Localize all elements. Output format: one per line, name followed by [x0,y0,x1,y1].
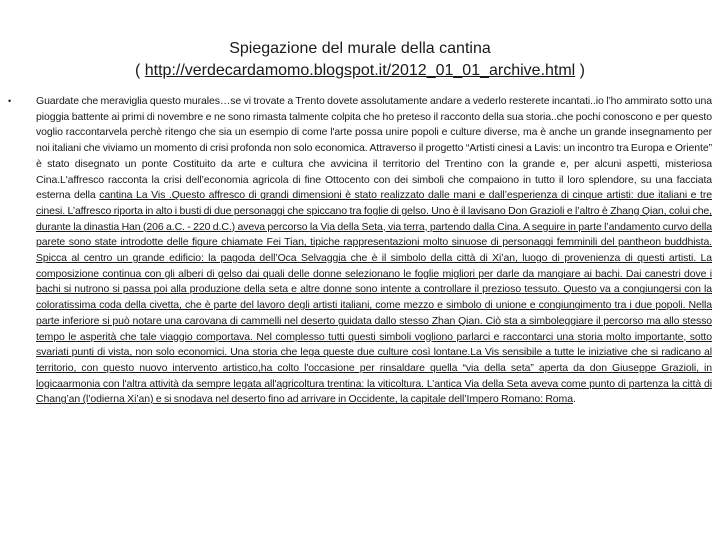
source-link[interactable]: http://verdecardamomo.blogspot.it/2012_01_01_archive.html [144,62,576,79]
paragraph-text: Guardate che meraviglia questo murales…se vi trovate a Trento dovete assolutamente andare a vederlo resterete incantati..io l’ho ammirato sotto una pioggia battente ai primi di novembre e ne sono rimasta talmente colpita che ho preteso il racconto della sua storia..che pochi conoscono e per questo voglio raccontarvela perchè ritengo che sia un esempio di come l'arte possa unire popoli e culture diverse, ma è anche un grande insegnamento per noi italiani che viviamo un momento di crisi profonda non solo economica. Attraverso il progetto “Artisti cinesi a Lavis: un incontro tra Europa e Oriente” è stato disegnato un ponte Costituito da arte e cultura che avvicina il territorio del Trentino con la grande e, per alcuni aspetti, misteriosa Cina.L'affresco racconta la crisi dell’economia agricola di fine Ottocento con dei simboli che compaiono in tutto il loro splendore, su una facciata esterna della [36,95,712,202]
title-suffix: ) [575,62,586,79]
title-prefix: ( [134,62,145,79]
title-line-1: Spiegazione del murale della cantina [229,40,491,57]
bullet-icon: • [8,96,12,106]
slide-title [0,38,720,82]
paragraph-end: . [572,393,576,406]
bullet-paragraph [36,94,712,408]
paragraph-link[interactable]: cantina La Vis .Questo affresco di grandi dimensioni è stato realizzato dalle mani e dall’esperienza di cinque artisti: due italiani e tre cinesi. L’affresco riporta in alto i busti di due personaggi che spiccano tra foglie di gelso. Uno è il lavisano Don Grazioli e l’altro è Zhang Qian, colui che, durante la dinastia Han (206 a.C. - 220 d.C.) aveva percorso la Via della Seta, via terra, partendo dalla Cina. A seguire in parte l’andamento curvo della parete sono state introdotte delle figure chiamate Fei Tian, tipiche rappresentazioni molto sinuose di personaggi femminili del pantheon buddhista. Spicca al centro un grande edificio: la pagoda dell’Oca Selvaggia che è il simbolo della città di Xi’an, luogo di provenienza di questi artisti. La composizione continua con gli alberi di gelso dai quali delle donne selezionano le foglie migliori per darle da mangiare ai bachi. Dai canestri dove i bachi si nutrono si passa poi alla produzione della seta e altre donne sono intente a controllare il prezioso tessuto. Questo va a congiungersi con la coloratissima coda della civetta, che è parte del lavoro degli artisti italiani, come mezzo e simbolo di unione e congiungimento tra i due popoli. Nella parte inferiore si può notare una carovana di cammelli nel deserto guidata dallo stesso Zhan Qian. Ciò sta a simboleggiare il percorso ma allo stesso tempo le asperità che tale viaggio comportava. Nel complesso tutti questi simboli vogliono parlarci e raccontarci una storia molto importante, sotto svariati punti di vista, non solo economici. Una storia che lega queste due culture così lontane.La Vis sensibile a tutte le iniziative che si radicano al territorio, con questo nuovo intervento artistico,ha colto l'occasione per rinsaldare quella “via della seta” aperta da don Giuseppe Grazioli, in logicaarmonia con l'altra attività da sempre legata all'agricoltura trentina: la viticoltura. L’antica Via della Seta aveva come punto di partenza la città di Chang’an (l’odierna Xi’an) e si snodava nel deserto fino ad arrivare in Occidente, la capitale dell’Impero Romano: Roma [36,189,712,406]
title-line-2 [0,60,720,82]
